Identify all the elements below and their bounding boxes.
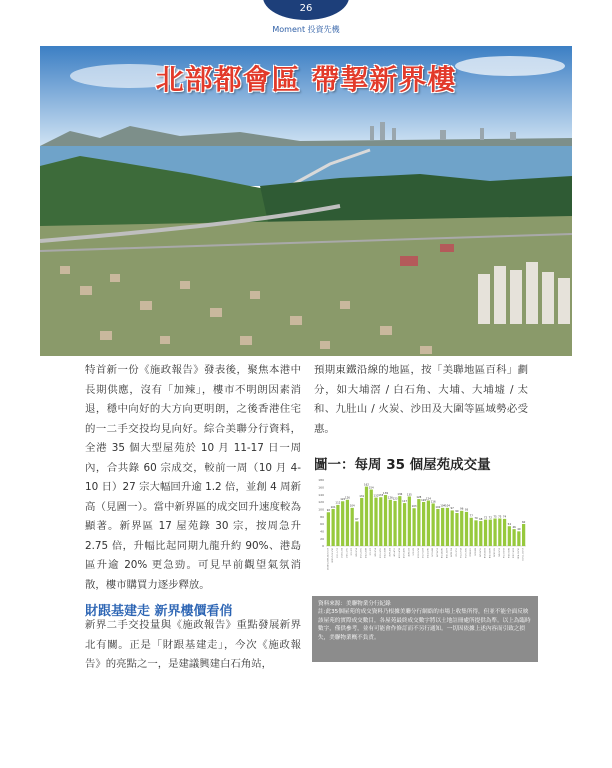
y-tick-label: 0 [322,544,324,549]
x-tick-label: 10/11-10/17 [522,548,525,561]
x-tick-label: 1/18-1/24 [341,548,344,559]
x-tick-label: 7/12-7/18 [460,548,463,559]
y-tick-label: 140 [318,492,324,497]
chart-bar [484,520,487,546]
x-tick-label: 6/28-7/4 [451,548,454,557]
data-label: 40 [517,528,521,532]
chart-bar [379,497,382,546]
chart-bar [470,518,473,546]
page-number: 26 [299,3,313,14]
y-tick-label: 160 [318,485,324,490]
chart-bar [517,531,520,546]
chart-title: 圖一：每周 35 個屋苑成交量 [314,457,491,473]
data-label: 68 [479,517,483,521]
chart-bar [422,502,425,546]
source-note: 資料來源：美聯物業分行紀錄 註:此35個屋苑的成交資料乃根據美聯分行網絡的市場上收集所得，但並不能全面反映該屋苑的實際成交數目，各屋苑最終成交數字將以土地註冊處所提供為準。以上為臨時數字，僅供參考，並有可能會作修訂而不另行通知。一切因依據上述內容而引致之損失，美聯物業概不負責。 [312,596,538,662]
x-tick-label: 3/22-3/28 [384,548,387,559]
chart-bar [398,496,401,546]
x-tick-label: 9/13-9/19 [503,548,506,559]
x-tick-label: 6/14-6/20 [441,548,444,559]
chart-bar [360,498,363,546]
data-label: 128 [416,495,422,499]
data-label: 70 [474,517,478,521]
chart-bar [489,520,492,546]
chart-bar [493,519,496,547]
data-label: 54 [507,523,511,526]
data-label: 101 [330,505,336,509]
chart-bar [512,529,515,546]
data-label: 97 [450,507,454,511]
x-tick-label: 2021/1/4-1/10 [332,548,335,563]
x-tick-label: 8/23-8/29 [489,548,492,559]
data-label: 133 [378,494,384,498]
data-label: 131 [359,494,365,498]
y-tick-label: 120 [318,500,324,505]
chart-bar [327,512,330,546]
chart-bar [365,487,368,546]
subheading: 財跟基建走 新界樓價看俏 [85,604,233,619]
chart-bar [522,524,525,546]
chart-bar [503,519,506,546]
chart-bar [351,508,354,546]
x-tick-label: 7/5-7/11 [455,548,458,557]
y-tick-label: 40 [320,529,324,534]
data-label: 92 [326,509,331,513]
chart-bar [508,526,511,546]
data-label: 75 [498,515,502,519]
data-label: 77 [469,514,473,518]
chart-bar [455,513,458,546]
x-tick-label: 6/7-6/13 [436,548,439,557]
data-label: 154 [368,486,374,490]
chart-bar [465,512,468,546]
chart-bar [408,497,411,547]
data-label: 136 [397,492,403,496]
x-tick-label: 1/25-1/31 [346,548,349,559]
chart-bar [332,509,335,546]
data-label: 126 [387,496,393,500]
data-label: 103 [411,505,417,509]
bar-chart [314,474,530,584]
x-tick-label: 8/16-8/22 [484,548,487,559]
x-tick-label: 2/1-2/7 [351,548,354,556]
data-label: 139 [383,491,389,495]
chart-bar [498,519,501,547]
chart-bar [403,503,406,546]
data-label: 112 [335,501,341,505]
x-tick-label: 7/19-7/25 [465,548,468,559]
data-label: 93 [464,508,469,512]
chart-bar [346,500,349,546]
x-tick-label: 9/20-9/26 [508,548,511,559]
chart-bar [355,521,358,546]
data-label: 126 [344,496,350,500]
x-tick-label: 3/8-3/14 [375,548,377,557]
chart-bar [374,498,377,546]
chart-bar [441,508,444,546]
data-label: 120 [421,498,427,502]
data-label: 46 [512,525,516,529]
data-label: 90 [455,509,459,513]
chart-bar [479,521,482,546]
article-title: 北部都會區 帶挈新界樓 [155,63,457,96]
data-label: 72 [488,516,492,520]
x-tick-label: 8/30-9/5 [494,548,497,557]
y-tick-label: 80 [320,514,324,519]
chart-bar [432,503,435,546]
data-label: 60 [521,520,526,524]
data-label: 124 [425,497,431,501]
data-label: 101 [435,505,441,509]
chart-bar [341,501,344,546]
x-tick-label: 8/9-8/15 [479,548,482,557]
x-tick-label: 9/27-10/3 [513,548,516,559]
data-label: 104 [440,504,446,508]
chart-bar [384,495,387,546]
chart-bar [460,511,463,546]
data-label: 117 [402,499,408,503]
chart-bar [427,501,430,546]
x-tick-label: 4/19-4/25 [403,548,406,559]
data-label: 135 [406,493,412,497]
chart-bar [412,508,415,546]
x-tick-label: 5/17-5/23 [422,548,425,559]
data-label: 104 [444,504,450,508]
paragraph-1: 特首新一份《施政報告》發表後，聚焦本港中長期供應，沒有「加辣」，樓市不明朗因素消退，穩中向好的大方向更明朗，之後香港住宅的一二手交投均見向好。綜合美聯分行資料，全港 35 個大型屋苑於 10 月 11-17 日一周內，合共錄 60 宗成交，較前一周（10 月 4-10 日）27 宗大幅回升逾 1.2 倍，並創 4 周新高（見圖一）。當中新界區的成交回升速度較為顯著。新界區 17 屋苑錄 30 宗，按周急升 2.75 倍，升幅比起同期九龍升約 90%、港島區升逾 20% 更急勁。可見早前觀望氣氛消散，樓市購買力逐步釋放。 [85,364,301,591]
x-tick-label: 7/26-8/1 [470,548,473,557]
data-label: 104 [349,504,355,508]
data-label: 96 [460,507,464,511]
x-tick-label: 5/3-5/9 [413,548,416,556]
paragraph-3: 新界二手交投量與《施政報告》重點發展新界北有關。正是「財跟基建走」，今次《施政報告》的亮點之一，是建議興建白石角站， [85,619,301,670]
x-tick-label: 4/5-4/11 [394,548,397,557]
y-tick-label: 20 [320,536,324,541]
x-tick-label: 3/29-4/4 [389,548,392,557]
data-label: 74 [502,515,507,519]
data-label: 72 [483,516,488,520]
chart-bar [436,509,439,546]
x-tick-label: 4/26-5/2 [408,548,411,557]
chart-bar [451,510,454,546]
x-tick-label: 9/6-9/12 [498,548,501,557]
data-label: 122 [340,498,346,502]
data-label: 132 [373,494,379,498]
data-label: 123 [392,497,398,501]
x-tick-label: 5/10-5/16 [417,548,420,559]
y-tick-label: 180 [318,478,324,483]
data-label: 116 [430,500,436,504]
x-tick-label: 4/12-4/18 [398,548,401,559]
chart-bar [393,501,396,546]
page-number-tab [263,0,349,20]
paragraph-2: 預期東鐵沿線的地區，按「美聯地區百科」劃分，如大埔滘 / 白石角、大埔、大埔墟 / 太和、九肚山 / 火炭、沙田及大圍等區域勢必受惠。 [314,364,528,435]
x-tick-label: 2/15-2/21 [360,548,363,559]
x-tick-label: 3/1-3/7 [370,548,373,556]
data-label: 75 [493,515,497,519]
x-tick-label: 6/21-6/27 [446,548,449,559]
x-tick-label: 5/31-6/6 [432,548,435,557]
x-tick-label: 2/22-2/28 [365,548,368,559]
x-tick-label: 10/4-10/10 [517,548,520,560]
chart-bar [336,505,339,546]
chart-bar [446,508,449,546]
chart-bar [389,500,392,546]
x-tick-label: 3/15-3/21 [379,548,382,559]
section-header: Moment 投資先機 [272,25,340,34]
x-tick-label: 1/11-1/17 [336,548,339,559]
data-label: 67 [355,518,359,522]
chart-bar [370,490,373,546]
chart-bar [417,499,420,546]
x-tick-label: 5/24-5/30 [427,548,430,559]
y-tick-label: 60 [320,522,324,527]
x-tick-label: 2020/12/28-2021/1/3 [327,548,330,571]
chart-bar [474,520,477,546]
data-label: 162 [363,483,369,487]
x-tick-label: 2/8-2/14 [355,548,358,557]
x-tick-label: 8/2-8/8 [475,548,477,556]
y-tick-label: 100 [318,507,324,512]
